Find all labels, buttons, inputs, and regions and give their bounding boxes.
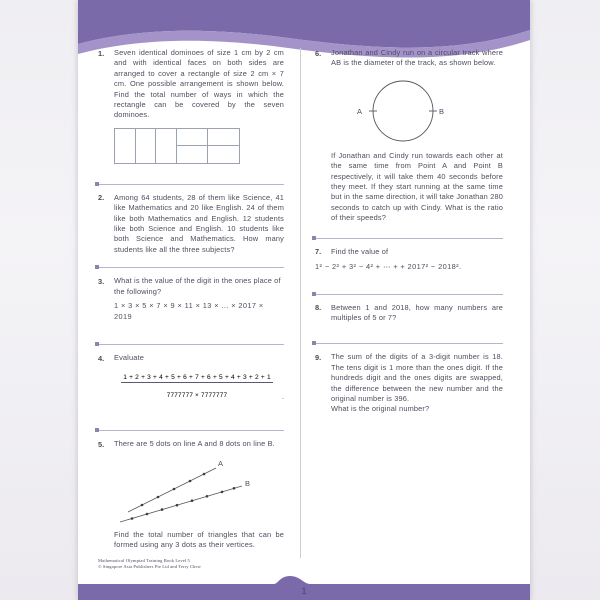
domino-grid [114,128,240,164]
footer-credits [98,558,201,570]
question-1 [98,48,284,164]
question-text: Find the value of [331,246,389,256]
question-number: 1. [98,48,105,58]
question-number: 9. [315,352,322,362]
domino-horizontal-column [177,129,209,163]
question-text: Evaluate [114,353,144,363]
domino-horizontal [208,146,239,163]
question-number: 8. [315,303,322,313]
question-text-continued: What is the original number? [331,404,430,414]
question-text: Among 64 students, 28 of them like Science, 41 like Mathematics and 20 like English. 24 of them like both Mathematics and English. 12 students like both Science and English. 10 students like both Science and Mathematics. How many students like all the three subjects? [114,192,284,254]
question-separator [315,238,503,239]
domino-horizontal [177,146,208,163]
question-separator [98,430,284,431]
column-divider [300,48,301,558]
domino-vertical [156,129,177,163]
question-fraction [114,364,284,402]
question-number: 7. [315,247,322,257]
right-column [307,48,503,558]
domino-horizontal-column [208,129,239,163]
question-expression: 1² − 2² + 3² − 4² + ⋯ + + 2017² − 2018². [315,261,462,271]
question-3 [98,276,284,322]
question-text: Between 1 and 2018, how many numbers are multiples of 5 or 7? [331,302,503,322]
line-b-label: B [245,478,251,488]
domino-figure [114,128,284,164]
question-separator [98,267,284,268]
question-separator [315,294,503,295]
point-b-label: B [439,106,445,116]
left-column [98,48,294,558]
question-text: There are 5 dots on line A and 8 dots on line B. [114,439,275,448]
question-separator [315,343,503,344]
domino-horizontal [208,129,239,147]
question-8 [315,303,503,324]
question-separator [98,344,284,345]
domino-vertical [136,129,157,163]
question-text-continued: Find the total number of triangles that can be formed using any 3 dots as their vertices. [114,529,284,550]
question-text: Seven identical dominoes of size 1 cm by 2 cm and with identical faces on both sides are arranged to cover a rectangle of size 2 cm × 7 cm. One possible arrangement is shown below. Find the total number of ways in which the rectangle can be covered by the seven dominoes. [114,48,284,120]
circle-diameter-figure [315,73,503,147]
fraction-numerator: 1 + 2 + 3 + 4 + 5 + 6 + 7 + 6 + 5 + 4 + 3 + 2 + 1 [123,374,271,381]
fraction-trailing-punctuation: . [282,394,284,401]
fraction-denominator: 7777777 × 7777777 [166,392,228,399]
question-text: The sum of the digits of a 3-digit number is 18. The tens digit is 1 more than the ones digit. If the hundreds digit and the ones digits are swapped, the difference between the new number and the original number is 396. [331,352,503,403]
question-text: Jonathan and Cindy run on a circular track where AB is the diameter of the track, as shown below. [331,48,503,68]
book-page [78,0,530,600]
question-7 [315,247,503,272]
question-text: What is the value of the digit in the ones place of the following? [114,276,281,296]
question-4 [98,353,284,402]
point-a-label: A [357,106,363,116]
question-5 [98,439,284,551]
book-title-line: Mathematical Olympiad Training Book Level 5 [98,558,190,563]
line-a-label: A [218,458,224,468]
question-number: 3. [98,276,105,286]
question-number: 2. [98,193,105,203]
question-text-continued: If Jonathan and Cindy run towards each other at the same time from Point A and Point B respectively, it will take them 40 seconds before they meet. If they start running at the same time but in the same direction, it will take Jonathan 280 seconds to catch up with Cindy. What is the ratio of their speeds? [331,150,503,223]
copyright-line: © Singapore Asia Publishers Pte Ltd and Terry Chew [98,564,202,569]
question-9 [315,352,503,414]
domino-vertical [115,129,136,163]
domino-horizontal [177,129,208,147]
fraction [114,366,280,402]
question-number: 4. [98,353,105,363]
question-6 [315,48,503,224]
question-2 [98,193,284,255]
question-number: 6. [315,48,322,58]
page-number: 1 [301,586,307,596]
page-content [98,48,510,558]
question-expression: 1 × 3 × 5 × 7 × 9 × 11 × 13 × ... × 2017 × 2019 [114,301,264,322]
domino-horizontal-area [177,129,240,163]
two-lines-dots-figure [98,454,284,526]
question-separator [98,184,284,185]
question-number: 5. [98,439,105,449]
